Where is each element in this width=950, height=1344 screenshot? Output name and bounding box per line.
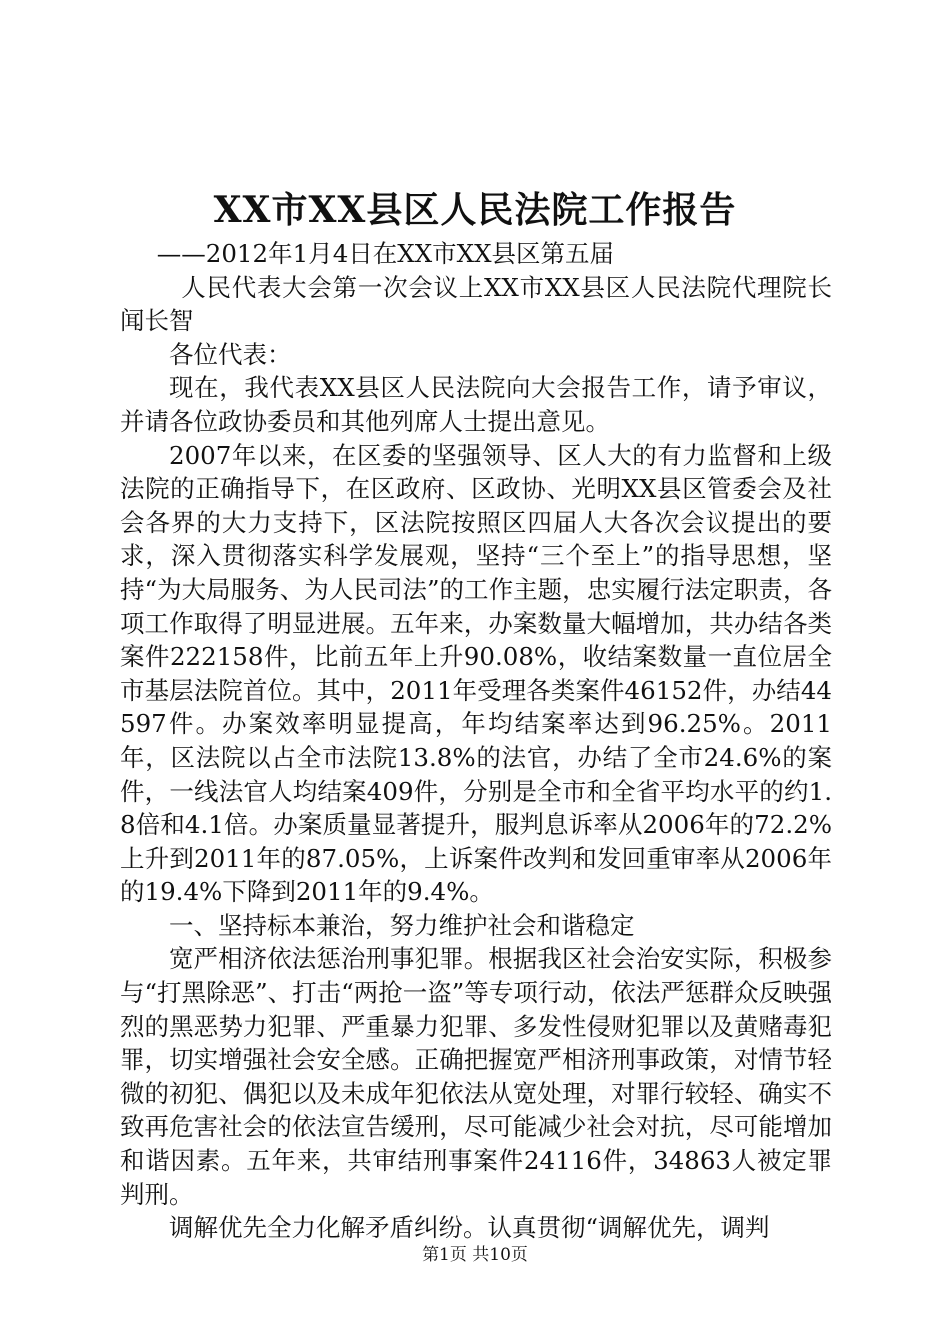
section-heading: 一、坚持标本兼治，努力维护社会和谐稳定 <box>169 910 635 940</box>
intro-paragraph: 现在，我代表XX县区人民法院向大会报告工作，请予审议，并请各位政协委员和其他列席人士提出意见。 <box>120 373 832 436</box>
overview-paragraph: 2007年以来，在区委的坚强领导、区人大的有力监督和上级法院的正确指导下，在区政府、区政协、光明XX县区管委会及社会各界的大力支持下，区法院按照区四届人大各次会议提出的要求，深入贯彻落实科学发展观，坚持“三个至上”的指导思想，坚持“为大局服务、为人民司法”的工作主题，忠实履行法定职责，各项工作取得了明显进展。五年来，办案数量大幅增加，共办结各类案件222158件，比前五年上升90.08%，收结案数量一直位居全市基层法院首位。其中，2011年受理各类案件46152件，办结44597件。办案效率明显提高，年均结案率达到96.25%。2011年，区法院以占全市法院13.8%的法官，办结了全市24.6%的案件，一线法官人均结案409件，分别是全市和全省平均水平的约1.8倍和4.1倍。办案质量显著提升，服判息诉率从2006年的72.2%上升到2011年的87.05%，上诉案件改判和发回重审率从2006年的19.4%下降到2011年的9.4%。 <box>120 440 832 907</box>
document-title: XX市XX县区人民法院工作报告 <box>213 189 737 231</box>
criminal-justice-paragraph: 宽严相济依法惩治刑事犯罪。根据我区社会治安实际，积极参与“打黑除恶”、打击“两抢一盗”等专项行动，依法严惩群众反映强烈的黑恶势力犯罪、严重暴力犯罪、多发性侵财犯罪以及黄赌毒犯罪，切实增强社会安全感。正确把握宽严相济刑事政策，对情节轻微的初犯、偶犯以及未成年犯依法从宽处理，对罪行较轻、确实不致再危害社会的依法宣告缓刑，尽可能减少社会对抗，尽可能增加和谐因素。五年来，共审结刑事案件24116件，34863人被定罪判刑。 <box>120 944 832 1209</box>
salutation-paragraph: 各位代表： <box>169 339 292 369</box>
page-footer: 第1页 共10页 <box>422 1245 528 1265</box>
subtitle-line-2: 人民代表大会第一次会议上XX市XX县区人民法院代理院长闻长智 <box>120 272 832 336</box>
document-body <box>120 237 832 1245</box>
mediation-paragraph: 调解优先全力化解矛盾纠纷。认真贯彻“调解优先，调判 <box>169 1213 770 1243</box>
subtitle-line-1: ——2012年1月4日在XX市XX县区第五届 <box>156 239 615 268</box>
